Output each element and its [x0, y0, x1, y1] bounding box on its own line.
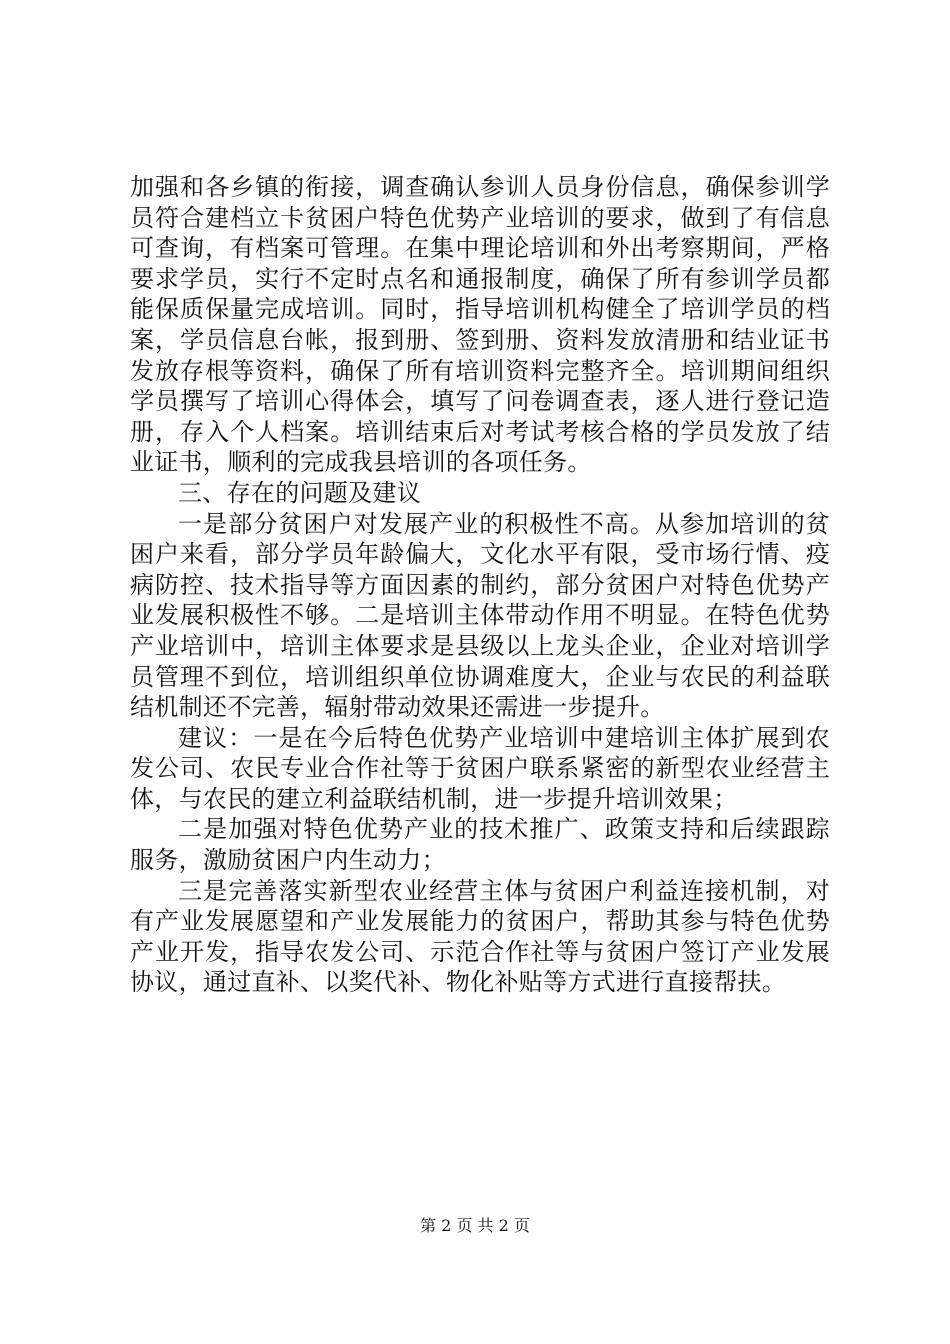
paragraph-problems: 一是部分贫困户对发展产业的积极性不高。从参加培训的贫困户来看，部分学员年龄偏大，文化水平有限，受市场行情、疫病防控、技术指导等方面因素的制约，部分贫困户对特色优势产业发展积极性不够。二是培训主体带动作用不明显。在特色优势产业培训中，培训主体要求是县级以上龙头企业，企业对培训学员管理不到位，培训组织单位协调难度大，企业与农民的利益联结机制还不完善，辐射带动效果还需进一步提升。 — [130, 509, 830, 722]
paragraph-suggestion-3: 三是完善落实新型农业经营主体与贫困户利益连接机制，对有产业发展愿望和产业发展能力的贫困户，帮助其参与特色优势产业开发，指导农发公司、示范合作社等与贫困户签订产业发展协议，通过直补、以奖代补、物化补贴等方式进行直接帮扶。 — [130, 876, 830, 997]
document-body — [130, 172, 830, 998]
paragraph-training-management: 加强和各乡镇的衔接，调查确认参训人员身份信息，确保参训学员符合建档立卡贫困户特色优势产业培训的要求，做到了有信息可查询，有档案可管理。在集中理论培训和外出考察期间，严格要求学员，实行不定时点名和通报制度，确保了所有参训学员都能保质保量完成培训。同时，指导培训机构健全了培训学员的档案，学员信息台帐，报到册、签到册、资料发放清册和结业证书发放存根等资料，确保了所有培训资料完整齐全。培训期间组织学员撰写了培训心得体会，填写了问卷调查表，逐人进行登记造册，存入个人档案。培训结束后对考试考核合格的学员发放了结业证书，顺利的完成我县培训的各项任务。 — [130, 173, 830, 477]
paragraph-suggestion-2: 二是加强对特色优势产业的技术推广、政策支持和后续跟踪服务，激励贫困户内生动力； — [130, 815, 830, 875]
section-heading-problems-suggestions: 三、存在的问题及建议 — [178, 478, 421, 507]
page-footer-number: 第 2 页 共 2 页 — [420, 1216, 530, 1235]
paragraph-suggestion-1: 建议：一是在今后特色优势产业培训中建培训主体扩展到农发公司、农民专业合作社等于贫困户联系紧密的新型农业经营主体，与农民的建立利益联结机制，进一步提升培训效果； — [130, 723, 830, 813]
